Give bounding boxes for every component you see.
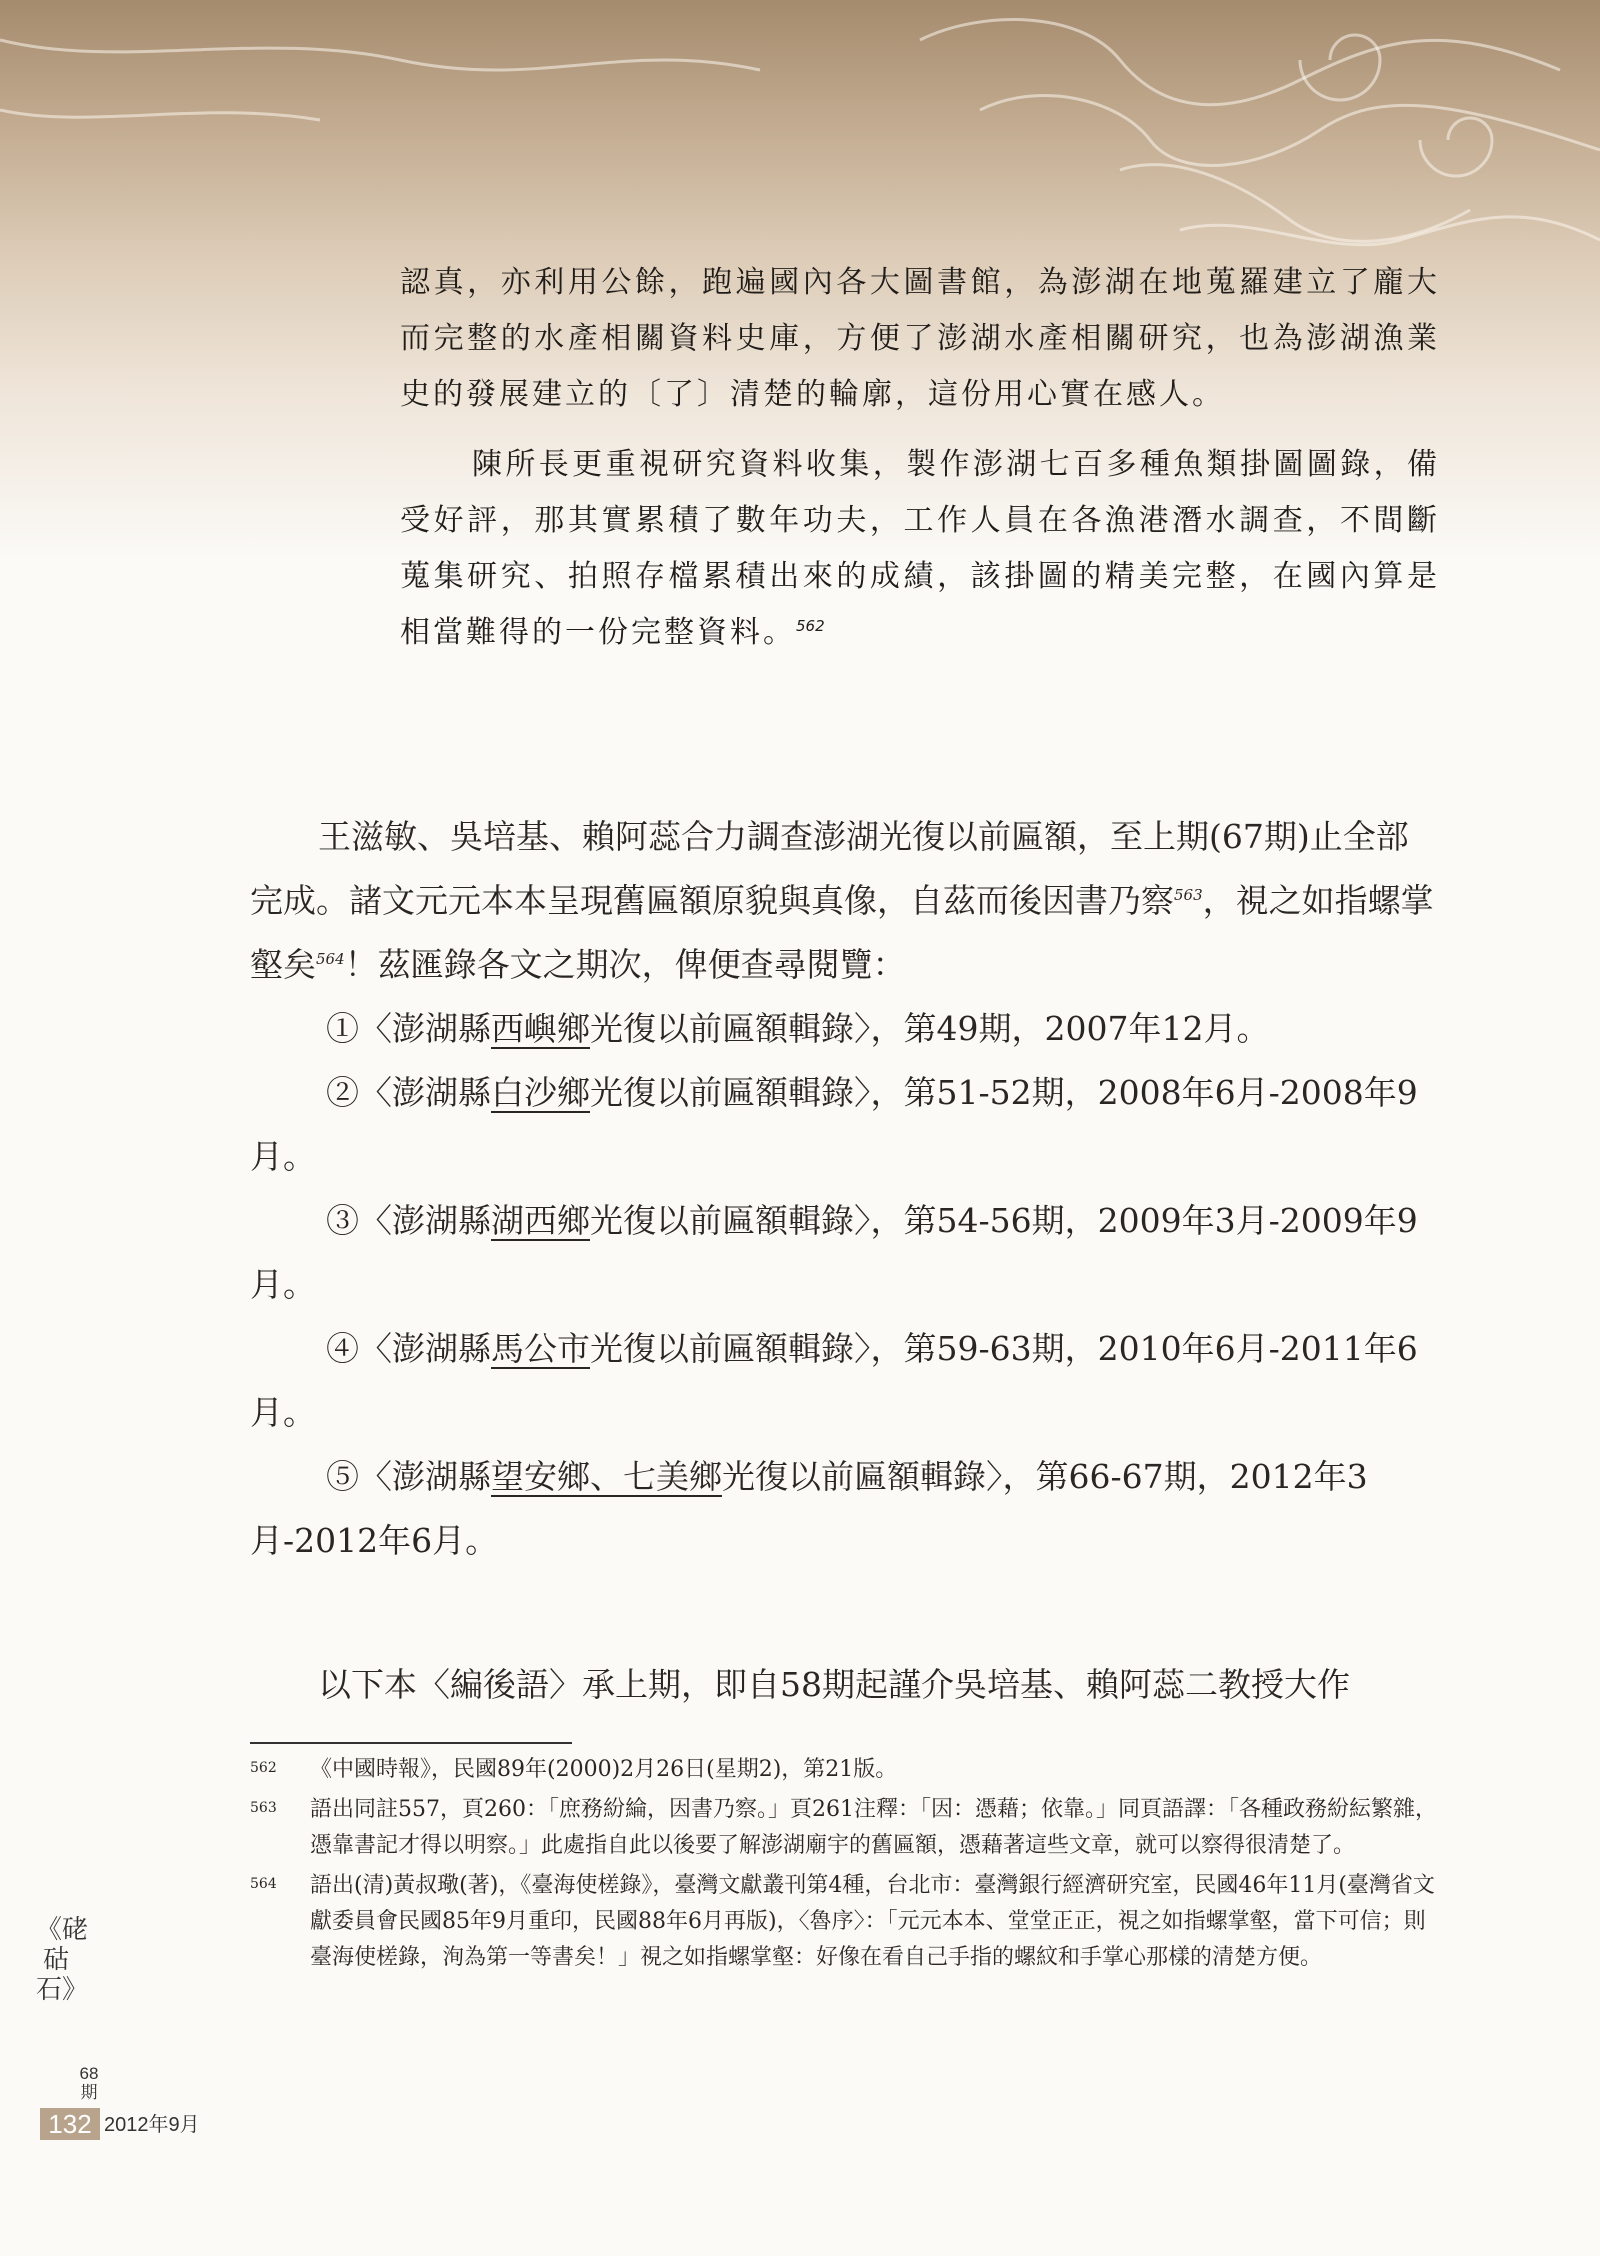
list-item-township: 望安鄉、七美鄉 <box>491 1457 722 1496</box>
list-item-suffix: 光復以前匾額輯錄〉，第59-63期，2010年6月-2011年6月。 <box>250 1329 1418 1432</box>
list-item-township: 白沙鄉 <box>491 1073 590 1112</box>
quote-paragraph-1: 認真，亦利用公餘，跑遍國內各大圖書館，為澎湖在地蒐羅建立了龐大而完整的水產相關資料史庫，方便了澎湖水產相關研究，也為澎湖漁業史的發展建立的〔了〕清楚的輪廓，這份用心實在感人。 <box>400 265 1440 412</box>
list-item <box>250 1317 1440 1445</box>
footnotes <box>250 1752 1440 1980</box>
list-item-prefix: ②〈澎湖縣 <box>326 1073 491 1112</box>
list-item-suffix: 光復以前匾額輯錄〉，第49期，2007年12月。 <box>590 1009 1270 1048</box>
closing-paragraph: 以下本〈編後語〉承上期，即自58期起謹介吳培基、賴阿蕊二教授大作 <box>318 1665 1350 1704</box>
footnote-562 <box>250 1752 1440 1788</box>
list-item-suffix: 光復以前匾額輯錄〉，第54-56期，2009年3月-2009年9月。 <box>250 1201 1418 1304</box>
quoted-passage <box>400 255 1440 661</box>
footnote-number: 563 <box>250 1800 277 1816</box>
intro-text-c: ！茲匯錄各文之期次，俾便查尋閱覽： <box>344 945 906 984</box>
main-text <box>250 805 1440 1717</box>
intro-paragraph <box>250 805 1440 997</box>
footnote-ref-564: 564 <box>316 950 345 968</box>
list-item-prefix: ③〈澎湖縣 <box>326 1201 491 1240</box>
footnote-text: 《中國時報》，民國89年(2000)2月26日(星期2)，第21版。 <box>310 1757 898 1782</box>
list-item-suffix: 光復以前匾額輯錄〉，第66-67期，2012年3月-2012年6月。 <box>250 1457 1368 1560</box>
footnote-text: 語出(清)黃叔璥(著)，《臺海使槎錄》，臺灣文獻叢刊第4種，台北市：臺灣銀行經濟研究室，民國46年11月(臺灣省文獻委員會民國85年9月重印，民國88年6月再版)，〈魯序〉：「元元本本、堂堂正正，視之如指螺掌壑，當下可信；則臺海使槎錄，洵為第一等書矣！」視之如指螺掌壑：好像在看自己手指的螺紋和手掌心那樣的清楚方便。 <box>310 1873 1435 1970</box>
list-item <box>250 997 1440 1061</box>
footnote-ref-562: 562 <box>796 617 825 635</box>
list-item-township: 西嶼鄉 <box>491 1009 590 1048</box>
footnote-564 <box>250 1868 1440 1976</box>
list-item-prefix: ①〈澎湖縣 <box>326 1009 491 1048</box>
footnote-ref-563: 563 <box>1174 886 1203 904</box>
footnote-divider <box>250 1742 572 1744</box>
footnote-text: 語出同註557，頁260：「庶務紛綸，因書乃察。」頁261注釋：「因：憑藉；依靠。」同頁語譯：「各種政務紛紜繁雜，憑靠書記才得以明察。」此處指自此以後要了解澎湖廟宇的舊匾額，憑藉著這些文章，就可以察得很清楚了。 <box>310 1797 1437 1858</box>
intro-text-b: ，視之如指螺掌壑矣 <box>250 881 1434 984</box>
list-item <box>250 1061 1440 1189</box>
list-item-township: 馬公市 <box>491 1329 590 1368</box>
list-item-prefix: ④〈澎湖縣 <box>326 1329 491 1368</box>
issue-number: 68期 <box>79 2064 99 2102</box>
quote-paragraph-2-text: 陳所長更重視研究資料收集，製作澎湖七百多種魚類掛圖圖錄，備受好評，那其實累積了數年功夫，工作人員在各漁港潛水調查，不間斷蒐集研究、拍照存檔累積出來的成績，該掛圖的精美完整，在國內算是相當難得的一份完整資料。 <box>400 447 1440 650</box>
footnote-number: 562 <box>250 1760 277 1776</box>
list-item <box>250 1189 1440 1317</box>
list-item-township: 湖西鄉 <box>491 1201 590 1240</box>
page-number: 132 <box>40 2108 100 2140</box>
paragraph-spacer <box>250 1573 1440 1653</box>
list-item-suffix: 光復以前匾額輯錄〉，第51-52期，2008年6月-2008年9月。 <box>250 1073 1418 1176</box>
list-item <box>250 1445 1440 1573</box>
footnote-number: 564 <box>250 1876 277 1892</box>
quote-paragraph-2 <box>400 437 1440 661</box>
intro-text-a: 王滋敏、吳培基、賴阿蕊合力調查澎湖光復以前匾額，至上期(67期)止全部完成。諸文元元本本呈現舊匾額原貌與真像，自茲而後因書乃察 <box>250 817 1409 920</box>
footnote-563 <box>250 1792 1440 1864</box>
list-item-prefix: ⑤〈澎湖縣 <box>326 1457 491 1496</box>
issue-date: 2012年9月 <box>104 2114 200 2136</box>
journal-title: 《硓𥑮石》 <box>36 1915 89 2005</box>
